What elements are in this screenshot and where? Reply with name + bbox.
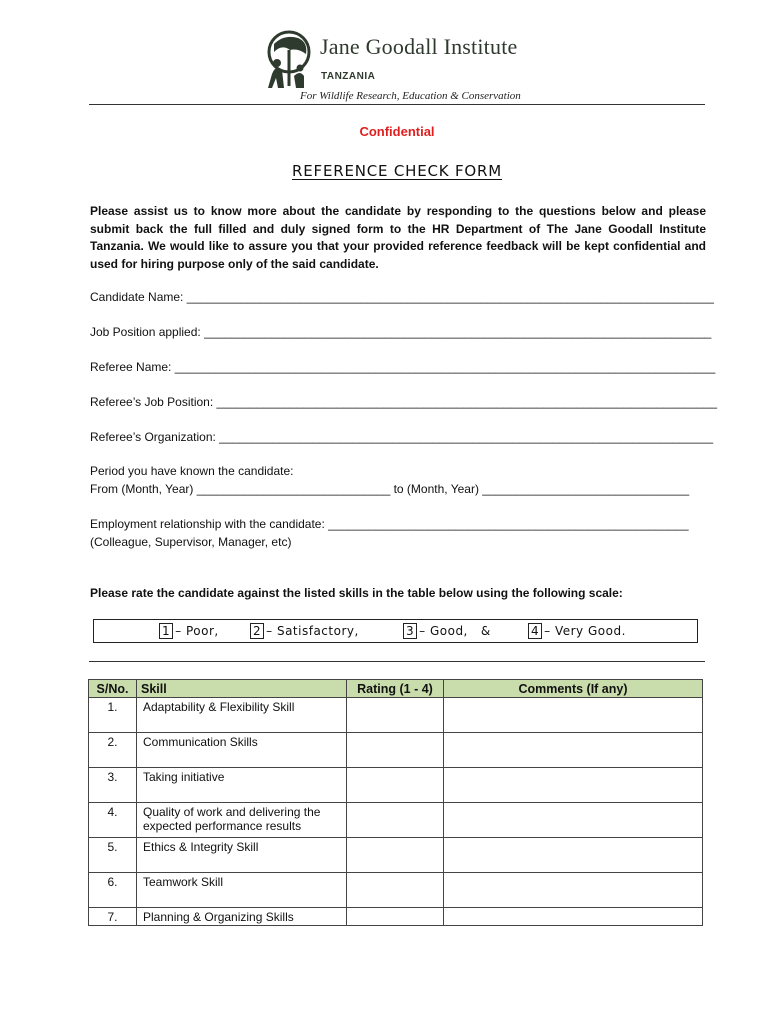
rating-scale-box bbox=[93, 619, 698, 643]
row-number: 5. bbox=[89, 838, 137, 873]
comments-cell[interactable] bbox=[444, 803, 703, 838]
skill-name: Planning & Organizing Skills bbox=[137, 908, 347, 926]
header-skill: Skill bbox=[137, 680, 347, 698]
table-row bbox=[89, 768, 703, 803]
chimpanzee-and-tree-logo-icon bbox=[262, 30, 316, 92]
row-number: 7. bbox=[89, 908, 137, 926]
row-number: 3. bbox=[89, 768, 137, 803]
scale-number: 4 bbox=[528, 623, 542, 639]
organization-name: Jane Goodall Institute bbox=[320, 34, 518, 59]
skills-rating-table bbox=[88, 679, 703, 926]
period-from-to-field[interactable]: From (Month, Year) _____________________________ to (Month, Year) _______________________________ bbox=[90, 482, 690, 496]
rating-cell[interactable] bbox=[347, 698, 444, 733]
table-row bbox=[89, 733, 703, 768]
table-row bbox=[89, 873, 703, 908]
header-rating: Rating (1 - 4) bbox=[347, 680, 444, 698]
table-row bbox=[89, 803, 703, 838]
skill-name: Teamwork Skill bbox=[137, 873, 347, 908]
rating-cell[interactable] bbox=[347, 873, 444, 908]
employment-relationship-hint: (Colleague, Supervisor, Manager, etc) bbox=[90, 535, 292, 549]
skill-name: Taking initiative bbox=[137, 768, 347, 803]
referee-name-field[interactable]: Referee Name: _________________________________________________________________________________ bbox=[90, 360, 716, 374]
skill-name: Ethics & Integrity Skill bbox=[137, 838, 347, 873]
comments-cell[interactable] bbox=[444, 908, 703, 926]
scale-item-very-good bbox=[528, 623, 626, 639]
intro-paragraph: Please assist us to know more about the candidate by responding to the questions below and please submit back the full filled and duly signed form to the HR Department of The Jane Goodall Institute Tanzania. We would like to assure you that your provided reference feedback will be kept confidential and used for hiring purpose only of the said candidate. bbox=[90, 204, 706, 271]
organization-country: TANZANIA bbox=[321, 71, 376, 82]
table-row bbox=[89, 838, 703, 873]
table-row bbox=[89, 698, 703, 733]
rating-cell[interactable] bbox=[347, 733, 444, 768]
header-comments: Comments (If any) bbox=[444, 680, 703, 698]
comments-cell[interactable] bbox=[444, 768, 703, 803]
rating-cell[interactable] bbox=[347, 768, 444, 803]
table-row bbox=[89, 908, 703, 926]
section-divider bbox=[89, 661, 705, 662]
comments-cell[interactable] bbox=[444, 733, 703, 768]
scale-label: – Very Good. bbox=[544, 624, 626, 638]
scale-number: 1 bbox=[159, 623, 173, 639]
rating-cell[interactable] bbox=[347, 803, 444, 838]
header-sno: S/No. bbox=[89, 680, 137, 698]
row-number: 4. bbox=[89, 803, 137, 838]
confidential-label: Confidential bbox=[359, 124, 435, 139]
scale-number: 2 bbox=[250, 623, 264, 639]
rating-cell[interactable] bbox=[347, 838, 444, 873]
scale-label: – Good, & bbox=[419, 624, 491, 638]
rating-cell[interactable] bbox=[347, 908, 444, 926]
comments-cell[interactable] bbox=[444, 873, 703, 908]
scale-number: 3 bbox=[403, 623, 417, 639]
referee-organization-field[interactable]: Referee’s Organization: __________________________________________________________________________ bbox=[90, 430, 714, 444]
scale-item-poor bbox=[159, 623, 219, 639]
skill-name: Quality of work and delivering the expected performance results bbox=[137, 803, 347, 838]
job-position-field[interactable]: Job Position applied: ____________________________________________________________________________ bbox=[90, 325, 712, 339]
employment-relationship-field[interactable]: Employment relationship with the candidate: ______________________________________________________ bbox=[90, 517, 689, 531]
scale-item-satisfactory bbox=[250, 623, 359, 639]
row-number: 1. bbox=[89, 698, 137, 733]
candidate-name-field[interactable]: Candidate Name: _______________________________________________________________________________ bbox=[90, 290, 714, 304]
comments-cell[interactable] bbox=[444, 838, 703, 873]
skill-name: Adaptability & Flexibility Skill bbox=[137, 698, 347, 733]
table-header-row bbox=[89, 680, 703, 698]
skill-name: Communication Skills bbox=[137, 733, 347, 768]
scale-label: – Poor, bbox=[175, 624, 219, 638]
period-known-label: Period you have known the candidate: bbox=[90, 464, 294, 478]
form-title: REFERENCE CHECK FORM bbox=[292, 162, 502, 180]
header-divider bbox=[89, 104, 705, 105]
row-number: 2. bbox=[89, 733, 137, 768]
comments-cell[interactable] bbox=[444, 698, 703, 733]
row-number: 6. bbox=[89, 873, 137, 908]
organization-tagline: For Wildlife Research, Education & Conservation bbox=[300, 90, 521, 102]
scale-label: – Satisfactory, bbox=[266, 624, 359, 638]
referee-job-position-field[interactable]: Referee’s Job Position: ___________________________________________________________________________ bbox=[90, 395, 718, 409]
rating-instruction: Please rate the candidate against the listed skills in the table below using the following scale: bbox=[90, 586, 623, 600]
scale-item-good bbox=[403, 623, 491, 639]
